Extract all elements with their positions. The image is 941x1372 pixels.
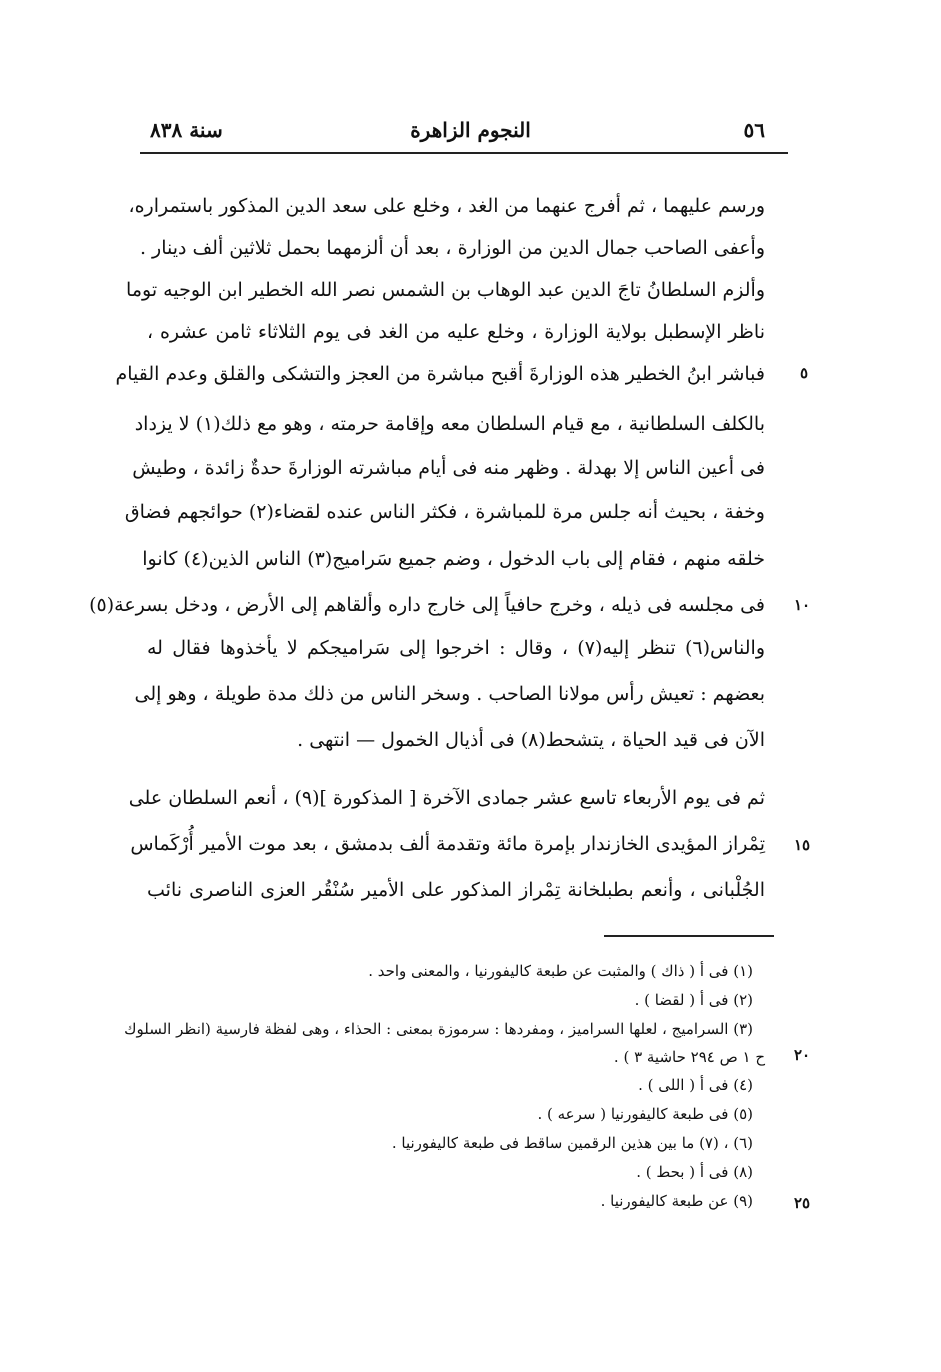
text-line: وألزم السلطانُ تاجَ الدين عبد الوهاب بن الشمس نصر الله الخطير ابن الوجيه توما	[126, 279, 765, 301]
line-number-15: ١٥	[794, 836, 811, 854]
text-line: الجُلْبانى ، وأنعم بطبلخانة تِمْراز المذكور على الأمير سُنْقُر العزى الناصرى نائب	[147, 879, 765, 901]
year-label: سنة ٨٣٨	[150, 118, 223, 142]
text-line: فى أعين الناس إلا بهدلة . وظهر منه فى أيام مباشرته الوزارةَ حدةٌ زائدة ، وطيش	[132, 457, 765, 479]
text-line: ثم فى يوم الأربعاء تاسع عشر جمادى الآخرة [ المذكورة ](٩) ، أنعم السلطان على	[128, 787, 765, 809]
text-line: فباشر ابنُ الخطير هذه الوزارةَ أقبح مباشرة من العجز والتشكى والقلق وعدم القيام	[115, 363, 765, 385]
footnote-3-continued: ح ١ ص ٢٩٤ حاشية ٣ ) .	[613, 1048, 765, 1066]
text-line: ورسم عليهما ، ثم أفرج عنهما من الغد ، وخلع على سعد الدين المذكور باستمراره،	[128, 195, 765, 217]
text-line: فى مجلسه فى ذيله ، وخرج حافياً إلى خارج داره وألقاهم إلى الأرض ، ودخل بسرعة(٥)	[89, 594, 765, 616]
page-number: ٥٦	[743, 118, 765, 142]
footnote-2: (٢) فى أ ( لقضا ) .	[634, 991, 753, 1009]
running-title: النجوم الزاهرة	[410, 118, 531, 142]
footnote-3: (٣) السراميج ، لعلها السراميز ، ومفردها : سرموزة بمعنى : الحذاء ، وهى لفظة فارسية (انظر السلوك	[124, 1020, 753, 1038]
footnote-rule	[604, 935, 774, 937]
footnote-6-7: (٦) ، (٧) ما بين هذين الرقمين ساقط فى طبعة كاليفورنيا .	[391, 1134, 753, 1152]
text-line: بالكلف السلطانية ، مع قيام السلطان معه وإقامة حرمته ، وهو مع ذلك(١) لا يزداد	[134, 413, 765, 435]
footnote-9: (٩) عن طبعة كاليفورنيا .	[600, 1192, 753, 1210]
line-number-20: ٢٠	[794, 1046, 811, 1064]
text-line: وأعفى الصاحب جمال الدين من الوزارة ، بعد أن ألزمهما بحمل ثلاثين ألف دينار .	[139, 237, 765, 259]
text-line: ناظر الإسطبل بولاية الوزارة ، وخلع عليه من الغد فى يوم الثلاثاء ثامن عشره ،	[147, 321, 765, 343]
text-line: والناس(٦) تنظر إليه(٧) ، وقال : اخرجوا إلى سَراميجكم لا يأخذوها فقال له	[147, 637, 765, 659]
text-line: تِمْراز المؤيدى الخازندار بإمرة مائة وتقدمة ألف بدمشق ، بعد موت الأمير أُرْكَماس	[130, 833, 765, 855]
line-number-5: ٥	[800, 364, 809, 382]
line-number-10: ١٠	[794, 596, 811, 614]
footnote-8: (٨) فى أ ( بحط ) .	[636, 1163, 753, 1181]
line-number-25: ٢٥	[794, 1194, 811, 1212]
text-line: وخفة ، بحيث أنه جلس مرة للمباشرة ، فكثر الناس عنده لقضاء(٢) حوائجهم فضاق	[124, 501, 765, 523]
header-rule	[140, 152, 788, 154]
footnote-1: (١) فى أ ( ذاك ) والمثبت عن طبعة كاليفورنيا ، والمعنى واحد .	[368, 962, 753, 980]
text-line: خلقه منهم ، فقام إلى باب الدخول ، وضم جميع سَراميج(٣) الناس الذين(٤) كانوا	[142, 548, 765, 570]
footnote-4: (٤) فى أ ( اللى ) .	[638, 1076, 753, 1094]
text-line: بعضهم : تعيش رأس مولانا الصاحب . وسخر الناس من ذلك مدة طويلة ، وهو إلى	[134, 683, 765, 705]
text-line: الآن فى قيد الحياة ، يتشحط(٨) فى أذيال الخمول — انتهى .	[297, 729, 765, 751]
footnote-5: (٥) فى طبعة كاليفورنيا ( سرعه ) .	[537, 1105, 753, 1123]
